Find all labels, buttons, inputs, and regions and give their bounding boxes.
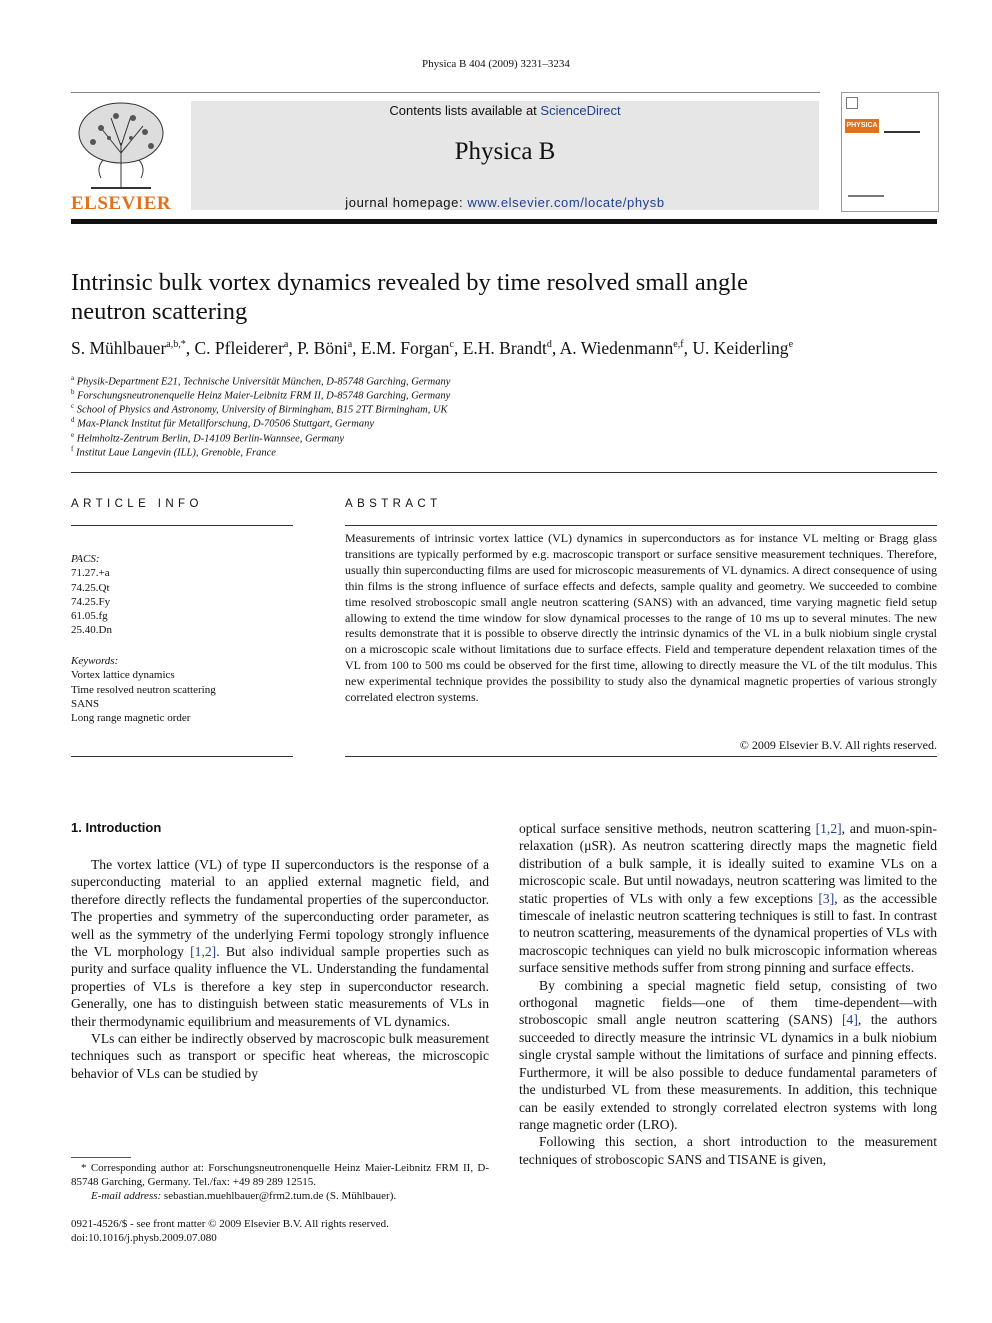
author-sup: a	[347, 339, 353, 351]
body-left-column	[71, 856, 489, 1082]
journal-reference: Physica B 404 (2009) 3231–3234	[422, 58, 570, 70]
author-sup: e	[788, 339, 794, 351]
pacs-code: 74.25.Qt	[71, 581, 110, 594]
pacs-code: 61.05.fg	[71, 610, 108, 623]
issn-line: 0921-4526/$ - see front matter © 2009 Elsevier B.V. All rights reserved.	[71, 1218, 389, 1230]
footnotes	[71, 1161, 489, 1203]
affiliation-sup: c	[71, 402, 75, 410]
paragraph: VLs can either be indirectly observed by macroscopic bulk measurement techniques such as transport or specific heat whereas, the microscopic behavior of VLs can be studied by	[71, 1031, 489, 1081]
paragraph-text: , the authors succeeded to directly measure the intrinsic VL dynamics in a bulk niobium single crystal sample without the limitations of surface and pinning effects. Furthermore, it will be also possible to deduce fundamental parameters of the undisturbed VL from these measurements. In addition, this technique can be easily extended to strongly correlated electron systems with long range magnetic order (LRO).	[519, 1012, 937, 1132]
author-name[interactable]: U. Keiderling	[692, 338, 789, 358]
body-right-column	[519, 820, 937, 1168]
abstract-heading: ABSTRACT	[345, 498, 442, 510]
corresponding-author-note: * Corresponding author at: Forschungsneutronenquelle Heinz Maier-Leibnitz FRM II, D-85748 Garching, Germany. Tel./fax: +49 89 289 12515.	[71, 1162, 489, 1188]
affiliation-sup: a	[71, 374, 75, 382]
author-sup: a	[283, 339, 289, 351]
affiliation-text: School of Physics and Astronomy, University of Birmingham, B15 2TT Birmingham, UK	[76, 404, 448, 416]
pacs-code: 74.25.Fy	[71, 595, 111, 608]
citation-link[interactable]: [1,2]	[190, 944, 217, 960]
keywords-label: Keywords:	[71, 655, 119, 667]
affiliation	[71, 402, 448, 416]
paragraph	[71, 856, 489, 1030]
author-name[interactable]: S. Mühlbauer	[71, 338, 167, 358]
author-name[interactable]: E.M. Forgan	[360, 338, 450, 358]
cover-footer-line	[848, 195, 884, 197]
keywords-block	[71, 654, 293, 725]
keyword: Long range magnetic order	[71, 712, 191, 725]
contents-line	[191, 103, 819, 118]
author-name[interactable]: P. Böni	[297, 338, 348, 358]
pacs-code: 71.27.+a	[71, 567, 110, 580]
article-info-rule	[71, 525, 293, 526]
section-heading-introduction: 1. Introduction	[71, 820, 162, 835]
pacs-code: 25.40.Dn	[71, 624, 112, 637]
paragraph-text: By combining a special magnetic field setup, consisting of two orthogonal magnetic fields—one of them time-dependent—with stroboscopic small angle neutron scattering (SANS)	[519, 977, 937, 1028]
article-info-bottom-rule	[71, 756, 293, 757]
affiliation	[71, 431, 344, 445]
footnote-rule	[71, 1157, 131, 1158]
affiliation-text: Max-Planck Institut für Metallforschung, D-70506 Stuttgart, Germany	[77, 418, 375, 430]
abstract-copyright: © 2009 Elsevier B.V. All rights reserved.	[739, 738, 937, 752]
article-info-heading: ARTICLE INFO	[71, 498, 203, 510]
author-sup: c	[449, 339, 454, 351]
contents-prefix: Contents lists available at	[389, 103, 541, 118]
affiliation-text: Physik-Department E21, Technische Universität München, D-85748 Garching, Germany	[76, 376, 451, 388]
author-sep: ,	[453, 338, 463, 358]
paragraph-text: , and muon-spin-relaxation (μSR). As neutron scattering directly maps the magnetic field distribution of a bulk sample, it is ideally suited to examine VLs on a microscopic scale. But until nowadays, neutron scattering was limited to the static properties of VLs with only a few exceptions	[519, 821, 937, 906]
pacs-label: PACS:	[71, 553, 100, 565]
author-name[interactable]: A. Wiedenmann	[559, 338, 674, 358]
author-sep: ,	[683, 338, 693, 358]
paragraph-text: The vortex lattice (VL) of type II superconductors is the response of a superconducting material to an applied external magnetic field, and therefore directly reflects the fundamental properties of the superconductor. The properties and symmetry of the superconducting order parameter, as well as the symmetry of the underlying Fermi topology strongly influence the VL morphology	[71, 857, 489, 960]
author-sup: a,b,*	[166, 339, 186, 351]
author-sep: ,	[185, 338, 195, 358]
affiliation-text: Forschungsneutronenquelle Heinz Maier-Leibnitz FRM II, D-85748 Garching, Germany	[77, 390, 451, 402]
citation-link[interactable]: [1,2]	[815, 821, 842, 836]
keyword: SANS	[71, 697, 100, 710]
paragraph: Following this section, a short introduction to the measurement techniques of stroboscopic SANS and TISANE is given,	[519, 1134, 937, 1167]
sciencedirect-link[interactable]: ScienceDirect	[540, 103, 621, 118]
journal-homepage	[191, 195, 819, 210]
author-sep: ,	[352, 338, 361, 358]
article-title	[71, 268, 931, 326]
elsevier-wordmark: ELSEVIER	[71, 193, 172, 214]
homepage-prefix: journal homepage:	[345, 195, 468, 210]
keyword: Vortex lattice dynamics	[71, 669, 175, 682]
article-title-line2: neutron scattering	[71, 298, 248, 325]
article-title-line1: Intrinsic bulk vortex dynamics revealed by time resolved small angle	[71, 269, 748, 296]
pacs-block	[71, 552, 293, 638]
paragraph	[519, 820, 937, 977]
citation-link[interactable]: [4]	[842, 1012, 858, 1028]
affiliation-sup: d	[71, 416, 75, 424]
header-divider	[71, 472, 937, 473]
affiliation-text: Institut Laue Langevin (ILL), Grenoble, France	[75, 447, 276, 459]
keyword: Time resolved neutron scattering	[71, 683, 216, 696]
cover-emblem-icon	[846, 97, 858, 109]
front-matter	[71, 1217, 489, 1245]
paragraph-text: . But also individual sample properties such as purity and surface quality influence the VL. Understanding the fundamental properties of VLs is therefore a key step in superconductor research. Generally, one has to distinguish between static measurements of VLs in their thermodynamic equilibrium and measurements of VL dynamics.	[71, 944, 489, 1029]
cover-text-line	[884, 131, 920, 133]
doi-line[interactable]: doi:10.1016/j.physb.2009.07.080	[71, 1232, 217, 1244]
abstract-text: Measurements of intrinsic vortex lattice (VL) dynamics in superconductors as for instance VL melting or Bragg glass transitions are typically performed by e.g. macroscopic transport or surface sensitive measurement techniques. Therefore, usually thin superconducting films are used for microscopic measurements of VL dynamics. A direct consequence of using thin films is the strong influence of surface effects and defects, sample quality and geometry. We succeeded to combine time resolved stroboscopic small angle neutron scattering (SANS) with an advanced, time varying magnetic field setup allowing to extend the time window for slow dynamical processes to the range of 10 ms up to several minutes. The new results demonstrate that it is possible to observe directly the intrinsic dynamics of the VL in a bulk niobium single crystal on a microscopic scale without limitations due to surface effects. Field and temperature dependent relaxation times of the VL from 100 to 500 ms could be observed for the first time, allowing to directly measure the VL of the tilt modulus. This new experimental technique provides the possibility to study also the dynamical magnetic properties of various strongly correlated electron systems.	[345, 531, 937, 705]
affiliation	[71, 445, 276, 459]
affiliation	[71, 416, 374, 430]
author-sup: e,f	[673, 339, 684, 351]
author-list	[71, 338, 941, 359]
author-sep: ,	[551, 338, 560, 358]
journal-cover-thumbnail	[841, 92, 939, 212]
author-name[interactable]: E.H. Brandt	[462, 338, 547, 358]
masthead-top-rule	[71, 92, 820, 93]
paragraph-text: optical surface sensitive methods, neutron scattering	[519, 821, 816, 836]
email-label: E-mail address:	[91, 1190, 162, 1202]
abstract-bottom-rule	[345, 756, 937, 757]
affiliation-sup: f	[71, 445, 74, 453]
abstract-rule	[345, 525, 937, 526]
paragraph-text: , as the accessible timescale of inelastic neutron scattering techniques is still to fast. In contrast to neutron scattering, measurements of the dynamical properties of VLs with macroscopic techniques can yield no bulk microscopic information whereas surface sensitive methods suffer from strong pinning and surface effects.	[519, 890, 938, 976]
citation-link[interactable]: [3]	[818, 890, 835, 906]
affiliation	[71, 374, 450, 388]
homepage-link[interactable]: www.elsevier.com/locate/physb	[467, 195, 665, 210]
affiliation-sup: e	[71, 431, 75, 439]
affiliation	[71, 388, 450, 402]
affiliation-text: Helmholtz-Zentrum Berlin, D-14109 Berlin-Wannsee, Germany	[76, 433, 345, 445]
masthead-thick-rule	[71, 219, 937, 224]
author-sep: ,	[288, 338, 298, 358]
cover-label: PHYSICA B	[845, 119, 879, 133]
paragraph	[519, 977, 937, 1134]
affiliation-sup: b	[71, 388, 75, 396]
author-name[interactable]: C. Pfleiderer	[194, 338, 284, 358]
author-sup: d	[546, 339, 552, 351]
email-address[interactable]: sebastian.muehlbauer@frm2.tum.de (S. Mühlbauer).	[161, 1190, 397, 1202]
journal-name: Physica B	[454, 138, 556, 165]
email-note	[71, 1189, 489, 1203]
